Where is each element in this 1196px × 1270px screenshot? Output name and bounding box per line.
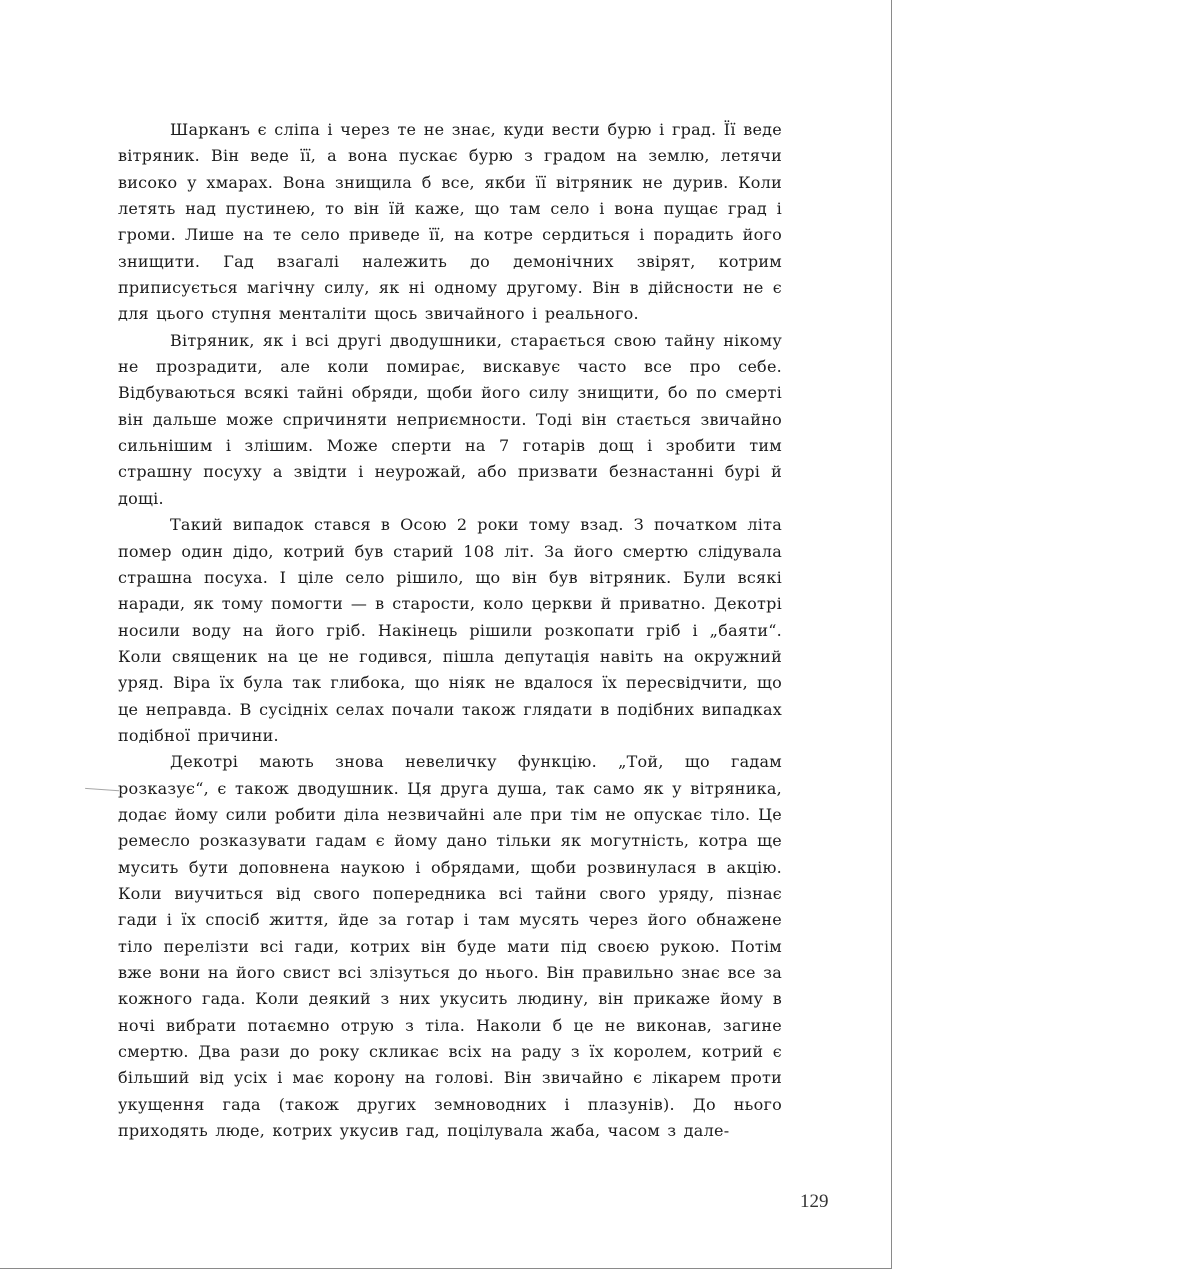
- paragraph-4: Декотрі мають знова невеличку функцію. „Той, що гадам розказує“, є також дводушник. Ця друга душа, так само як у вітряника, додає йому сили робити діла незвичайні але при тім не опускає тіло. Це ремесло розказувати гадам є йому дано тільки як могутність, котра ще мусить бути доповнена наукою і обрядами, щоби розвинулася в акцію. Коли виучиться від свого попередника всі тайни свого уряду, пізнає гади і їх спосіб життя, йде за готар і там мусять через його обнажене тіло перелізти всі гади, котрих він буде мати під своєю рукою. Потім вже вони на його свист всі злізуться до нього. Він правильно знає все за кожного гада. Коли деякий з них укусить людину, він прикаже йому в ночі вибрати потаємно отрую з тіла. Наколи б це не виконав, загине смертю. Два рази до року скликає всіх на раду з їх королем, котрий є більший від усіх і має корону на голові. Він звичайно є лікарем проти укущення гада (також других земноводних і плазунів). До нього приходять люде, котрих укусив гад, поцілувала жаба, часом з дале-: [118, 752, 782, 1141]
- margin-pencil-mark: [85, 788, 119, 794]
- page-number: 129: [800, 1191, 829, 1212]
- paragraph-2: Вітряник, як і всі другі дводушники, старається свою тайну нікому не прозрадити, але коли помирає, виcкавує часто все про себе. Відбуваються всякі тайні обряди, щоби його силу знищити, бо по смерті він дальше може спричиняти неприємности. Тоді він стається звичайно сильнішим і злішим. Може сперти на 7 готарів дощ і зробити тим страшну посуху а звідти і неурожай, або призвати безнастанні бурі й дощі.: [118, 330, 782, 508]
- paragraph-3: Такий випадок стався в Осою 2 роки тому взад. З початком літа помер один дідо, котрий був старий 108 літ. За його смертю слідувала страшна посуха. І ціле село рішило, що він був вітряник. Були всякі наради, як тому помогти — в старости, коло церкви й приватно. Декотрі носили воду на його гріб. Накінець рішили розкопати гріб і „баяти“. Коли священик на це не годився, пішла депутація навіть на окружний уряд. Віра їх була так глибока, що ніяк не вдалося їх пересвідчити, що це неправда. В сусідніх селах почали також глядати в подібних випадках подібної причини.: [118, 515, 782, 745]
- body-text: [118, 117, 782, 1144]
- paragraph-1: Шарканъ є сліпа і через те не знає, куди вести бурю і град. Її веде вітряник. Він веде її, а вона пускає бурю з градом на землю, летячи високо у хмарах. Вона знищила б все, якби її вітряник не дурив. Коли летять над пустинею, то він їй каже, що там село і вона пущає град і громи. Лише на те село приведе її, на котре сердиться і порадить його знищити. Гад взагалі належить до демонічних звірят, котрим приписується магічну силу, як ні одному другому. Він в дійсности не є для цього ступня менталіти щось звичайного і реального.: [118, 120, 782, 324]
